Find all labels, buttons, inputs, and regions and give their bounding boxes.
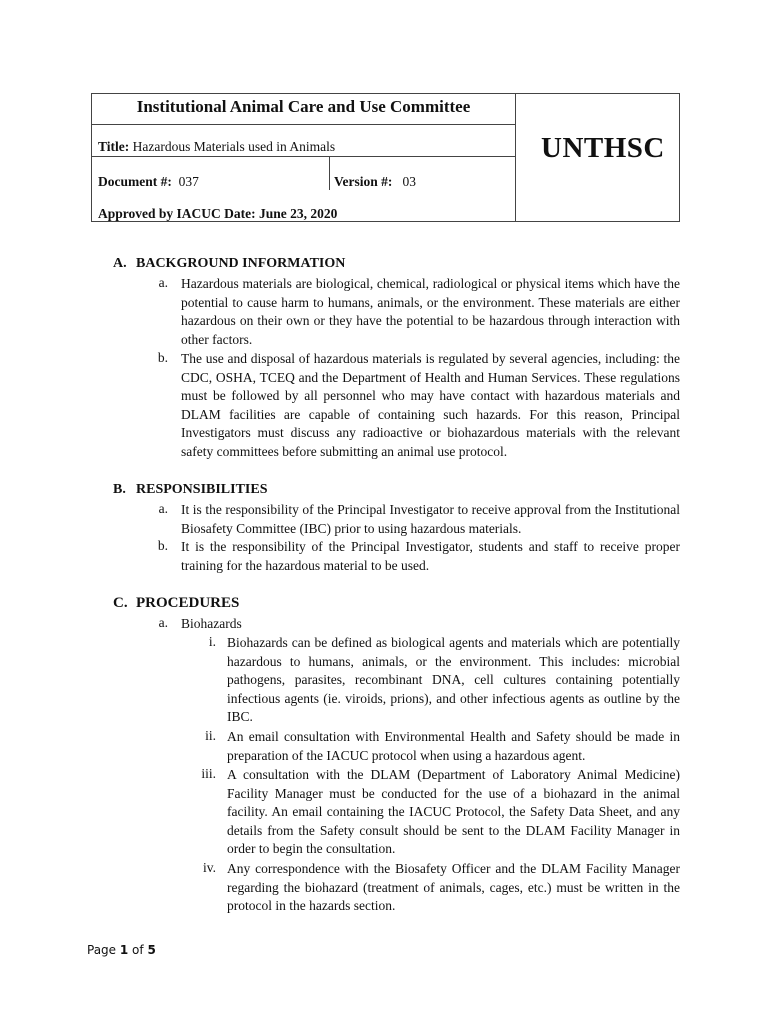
subsection-title: Biohazards: [181, 616, 242, 631]
list-marker: b.: [157, 538, 168, 553]
section-title: BACKGROUND INFORMATION: [136, 256, 346, 271]
document-header-table: [91, 93, 680, 222]
header-right-column: [516, 94, 680, 221]
list-marker: a.: [158, 615, 168, 630]
section-letter: B.: [113, 482, 126, 497]
page-current: 1: [119, 943, 129, 957]
section-title: RESPONSIBILITIES: [136, 482, 268, 497]
document-title-row: [92, 125, 515, 157]
list-marker: a.: [158, 501, 168, 516]
list-marker: iii.: [201, 766, 216, 781]
list-item: It is the responsibility of the Principal Investigator to receive approval from the Institutional Biosafety Committee (IBC) prior to using hazardous materials.: [181, 502, 680, 536]
header-left-column: [92, 94, 516, 221]
document-number-value: 037: [178, 174, 199, 189]
section-letter: C.: [113, 595, 128, 611]
list-item: Biohazards can be defined as biological agents and materials which are potentially hazardous to humans, animals, or the environment. This includes: microbial pathogens, parasites, recombinant DNA, cell cultures containing potentially infectious agents (ie. viroids, prions), and other infectious agents as outline by the IBC.: [227, 635, 680, 725]
section-letter: A.: [113, 256, 127, 271]
list-item: A consultation with the DLAM (Department of Laboratory Animal Medicine) Facility Manager must be conducted for the use of a biohazard in the animal facility. An email containing the IACUC Protocol, the Safety Data Sheet, and any details from the Safety consult should be sent to the DLAM Facility Manager in order to begin the consultation.: [227, 767, 680, 857]
version-number: [334, 174, 416, 190]
list-item: Any correspondence with the Biosafety Officer and the DLAM Facility Manager regarding the biohazard (treatment of animals, cages, etc.) must be written in the protocol in the hazards section.: [227, 861, 680, 914]
document-number-row: [92, 157, 515, 190]
approval-date: Approved by IACUC Date: June 23, 2020: [98, 206, 338, 221]
committee-name: Institutional Animal Care and Use Committee: [92, 94, 515, 125]
list-marker: ii.: [205, 728, 216, 743]
list-marker: i.: [208, 634, 216, 649]
section-heading-background: [113, 256, 345, 272]
section-heading-responsibilities: [113, 482, 268, 498]
list-marker: a.: [158, 275, 168, 290]
document-number-label: Document #:: [98, 174, 172, 189]
title-label: Title:: [98, 139, 130, 154]
list-item: The use and disposal of hazardous materials is regulated by several agencies, including: the CDC, OSHA, TCEQ and the Department of Health and Human Services. These regulations must be followed by all personnel who may have contact with hazardous materials and DLAM facilities are capable of containing such hazards. For this reason, Principal Investigators must discuss any radioactive or biohazardous materials with the relevant safety committees before submitting an animal use protocol.: [181, 351, 680, 459]
section-title: PROCEDURES: [136, 595, 240, 611]
page-total: 5: [147, 943, 156, 957]
version-value: 03: [402, 174, 417, 189]
page-number: [87, 943, 156, 957]
page-of: of: [128, 943, 148, 957]
list-item: An email consultation with Environmental Health and Safety should be made in preparation of the IACUC protocol when using a hazardous agent.: [227, 729, 680, 763]
list-item: Hazardous materials are biological, chemical, radiological or physical items which have the potential to cause harm to humans, animals, or the environment. These materials are either hazardous on their own or they have the potential to be hazardous through interaction with other factors.: [181, 276, 680, 347]
page-prefix: Page: [87, 943, 120, 957]
institution-logo-text: UNTHSC: [541, 132, 665, 164]
version-label: Version #:: [334, 174, 393, 189]
title-value: Hazardous Materials used in Animals: [132, 139, 336, 154]
document-number: [98, 174, 199, 190]
section-heading-procedures: [113, 595, 239, 612]
list-marker: iv.: [203, 860, 216, 875]
table-divider: [329, 157, 330, 190]
list-marker: b.: [157, 350, 168, 365]
list-item: It is the responsibility of the Principal Investigator, students and staff to receive proper training for the hazardous material to be used.: [181, 539, 680, 573]
